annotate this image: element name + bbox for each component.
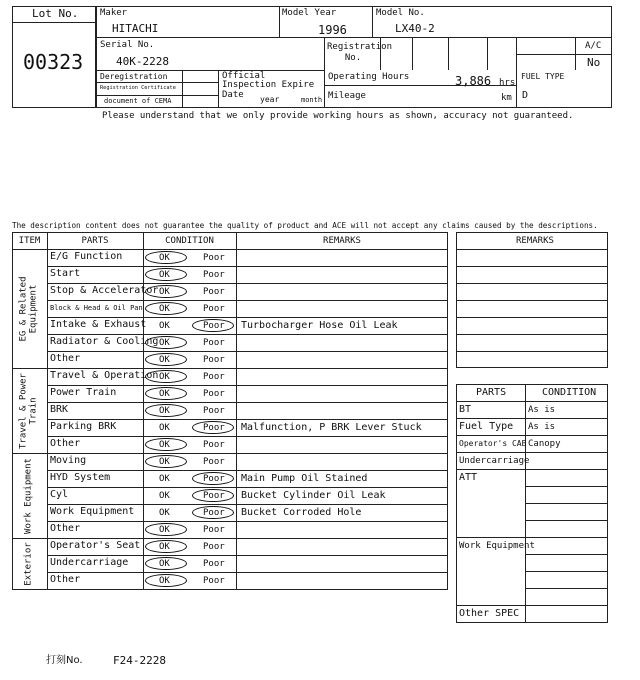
condition-poor: Poor	[203, 457, 225, 467]
part-name: Radiator & Cooling	[50, 336, 159, 347]
condition-poor: Poor	[203, 542, 225, 552]
operating-hours-label: Operating Hours	[328, 72, 410, 82]
serial-label: Serial No.	[100, 40, 155, 50]
condition-ok: OK	[159, 457, 170, 467]
spec-att-label: ATT	[459, 472, 478, 483]
part-name: Other	[50, 574, 81, 585]
condition-ok: OK	[159, 253, 170, 263]
part-name: Stop & Accelerator	[50, 285, 159, 296]
operating-hours-value: 3,886	[455, 74, 492, 88]
condition-poor: Poor	[203, 474, 225, 484]
remark-text: Malfunction, P BRK Lever Stuck	[241, 422, 422, 433]
part-name: Moving	[50, 455, 87, 466]
serial-value: 40K-2228	[116, 55, 169, 68]
ok-selected-mark	[145, 540, 187, 553]
part-name: Start	[50, 268, 81, 279]
month-label: month	[301, 96, 323, 104]
spec-part: Operator's CAB	[459, 439, 527, 448]
fuel-type-value: D	[522, 90, 529, 101]
group-label: EG & Related Equipment	[18, 275, 39, 342]
poor-selected-mark	[192, 506, 234, 519]
part-name: Cyl	[50, 489, 69, 500]
poor-selected-mark	[192, 489, 234, 502]
condition-poor: Poor	[203, 440, 225, 450]
condition-poor: Poor	[203, 355, 225, 365]
part-name: HYD System	[50, 472, 111, 483]
condition-ok: OK	[159, 270, 170, 280]
remark-text: Bucket Cylinder Oil Leak	[241, 490, 386, 501]
ok-selected-mark	[145, 404, 187, 417]
km-unit: km	[501, 93, 512, 103]
fuel-type-label: FUEL TYPE	[521, 72, 565, 81]
condition-poor: Poor	[203, 423, 225, 433]
lot-label: Lot No.	[32, 7, 79, 20]
condition-poor: Poor	[203, 389, 225, 399]
ok-selected-mark	[145, 387, 187, 400]
remark-text: Bucket Corroded Hole	[241, 507, 362, 518]
condition-ok: OK	[159, 287, 170, 297]
condition-poor: Poor	[203, 508, 225, 518]
model-no-label: Model No.	[376, 8, 425, 18]
condition-poor: Poor	[203, 321, 225, 331]
ok-selected-mark	[145, 336, 187, 349]
stamp-label: 打刻No.	[46, 655, 83, 666]
part-name: Intake & Exhaust	[50, 319, 147, 330]
cema-label: document of CEMA	[104, 97, 172, 105]
condition-ok: OK	[159, 559, 170, 569]
remark-text: Main Pump Oil Stained	[241, 473, 368, 484]
poor-selected-mark	[192, 319, 234, 332]
condition-ok: OK	[159, 389, 170, 399]
poor-selected-mark	[192, 472, 234, 485]
condition-poor: Poor	[203, 338, 225, 348]
spec-part: Undercarriage	[459, 456, 530, 466]
condition-ok: OK	[159, 491, 170, 501]
part-name: Work Equipment	[50, 506, 135, 517]
condition-ok: OK	[159, 338, 170, 348]
year-label: year	[260, 95, 280, 104]
condition-ok: OK	[159, 542, 170, 552]
ok-selected-mark	[145, 574, 187, 587]
ac-label: A/C	[585, 41, 602, 51]
ok-selected-mark	[145, 251, 187, 264]
condition-poor: Poor	[203, 576, 225, 586]
model-no-value: LX40-2	[395, 22, 435, 35]
col-parts: PARTS	[81, 236, 109, 246]
ok-selected-mark	[145, 285, 187, 298]
condition-ok: OK	[159, 372, 170, 382]
condition-poor: Poor	[203, 253, 225, 263]
condition-ok: OK	[159, 355, 170, 365]
spec-col-condition: CONDITION	[542, 387, 597, 398]
spec-condition: As is	[528, 405, 556, 415]
part-name: Other	[50, 353, 81, 364]
hours-notice: Please understand that we only provide working hours as shown, accuracy not guaranteed.	[102, 111, 574, 121]
remark-text: Turbocharger Hose Oil Leak	[241, 320, 398, 331]
condition-poor: Poor	[203, 304, 225, 314]
condition-poor: Poor	[203, 287, 225, 297]
spec-part: Fuel Type	[459, 421, 514, 432]
part-name: Block & Head & Oil Pan	[50, 304, 143, 312]
condition-ok: OK	[159, 525, 170, 535]
condition-poor: Poor	[203, 372, 225, 382]
condition-ok: OK	[159, 508, 170, 518]
ok-selected-mark	[145, 302, 187, 315]
part-name: Parking BRK	[50, 421, 117, 432]
spec-part: BT	[459, 404, 472, 415]
ok-selected-mark	[145, 353, 187, 366]
part-name: Travel & Operation	[50, 370, 159, 381]
col-remarks: REMARKS	[323, 236, 361, 246]
ac-value: No	[587, 56, 601, 69]
inspection-label: Official Inspection Expire Date	[222, 71, 315, 100]
condition-ok: OK	[159, 423, 170, 433]
spec-condition: As is	[528, 422, 556, 432]
description-notice: The description content does not guarantee the quality of product and ACE will not accept any claims caused by the descriptions.	[12, 221, 598, 230]
deregistration-label: Deregistration	[100, 72, 168, 81]
condition-ok: OK	[159, 406, 170, 416]
ok-selected-mark	[145, 438, 187, 451]
col-item: ITEM	[18, 236, 41, 246]
condition-poor: Poor	[203, 491, 225, 501]
spec-other-label: Other SPEC	[459, 608, 520, 619]
part-name: Power Train	[50, 387, 117, 398]
part-name: BRK	[50, 404, 69, 415]
model-year-label: Model Year	[282, 8, 337, 18]
ok-selected-mark	[145, 557, 187, 570]
hrs-unit: hrs	[499, 78, 516, 88]
condition-ok: OK	[159, 321, 170, 331]
ok-selected-mark	[145, 455, 187, 468]
mileage-label: Mileage	[328, 91, 366, 101]
condition-poor: Poor	[203, 406, 225, 416]
ok-selected-mark	[145, 268, 187, 281]
reg-certificate-label: Registration Certificate	[100, 84, 176, 91]
poor-selected-mark	[192, 421, 234, 434]
lot-number: 00323	[23, 50, 84, 74]
condition-poor: Poor	[203, 270, 225, 280]
condition-ok: OK	[159, 440, 170, 450]
group-label: Exterior	[23, 541, 34, 586]
part-name: Other	[50, 438, 81, 449]
col-condition: CONDITION	[165, 236, 214, 246]
spec-condition: Canopy	[528, 439, 561, 449]
condition-ok: OK	[159, 474, 170, 484]
ok-selected-mark	[145, 370, 187, 383]
stamp-value: F24-2228	[113, 654, 166, 667]
part-name: Undercarriage	[50, 557, 129, 568]
model-year-value: 1996	[318, 23, 347, 37]
condition-poor: Poor	[203, 525, 225, 535]
maker-value: HITACHI	[112, 22, 159, 35]
condition-ok: OK	[159, 304, 170, 314]
spec-col-parts: PARTS	[476, 387, 507, 398]
registration-label: Registration No.	[327, 42, 393, 63]
condition-ok: OK	[159, 576, 170, 586]
ok-selected-mark	[145, 523, 187, 536]
condition-poor: Poor	[203, 559, 225, 569]
part-name: Other	[50, 523, 81, 534]
maker-label: Maker	[100, 8, 128, 18]
group-label: Travel & Power Train	[18, 372, 39, 449]
part-name: E/G Function	[50, 251, 123, 262]
part-name: Operator's Seat	[50, 540, 141, 551]
group-label: Work Equipment	[23, 457, 34, 534]
spec-work-equipment-label: Work Equipment	[459, 541, 535, 551]
side-remarks-label: REMARKS	[516, 236, 554, 246]
